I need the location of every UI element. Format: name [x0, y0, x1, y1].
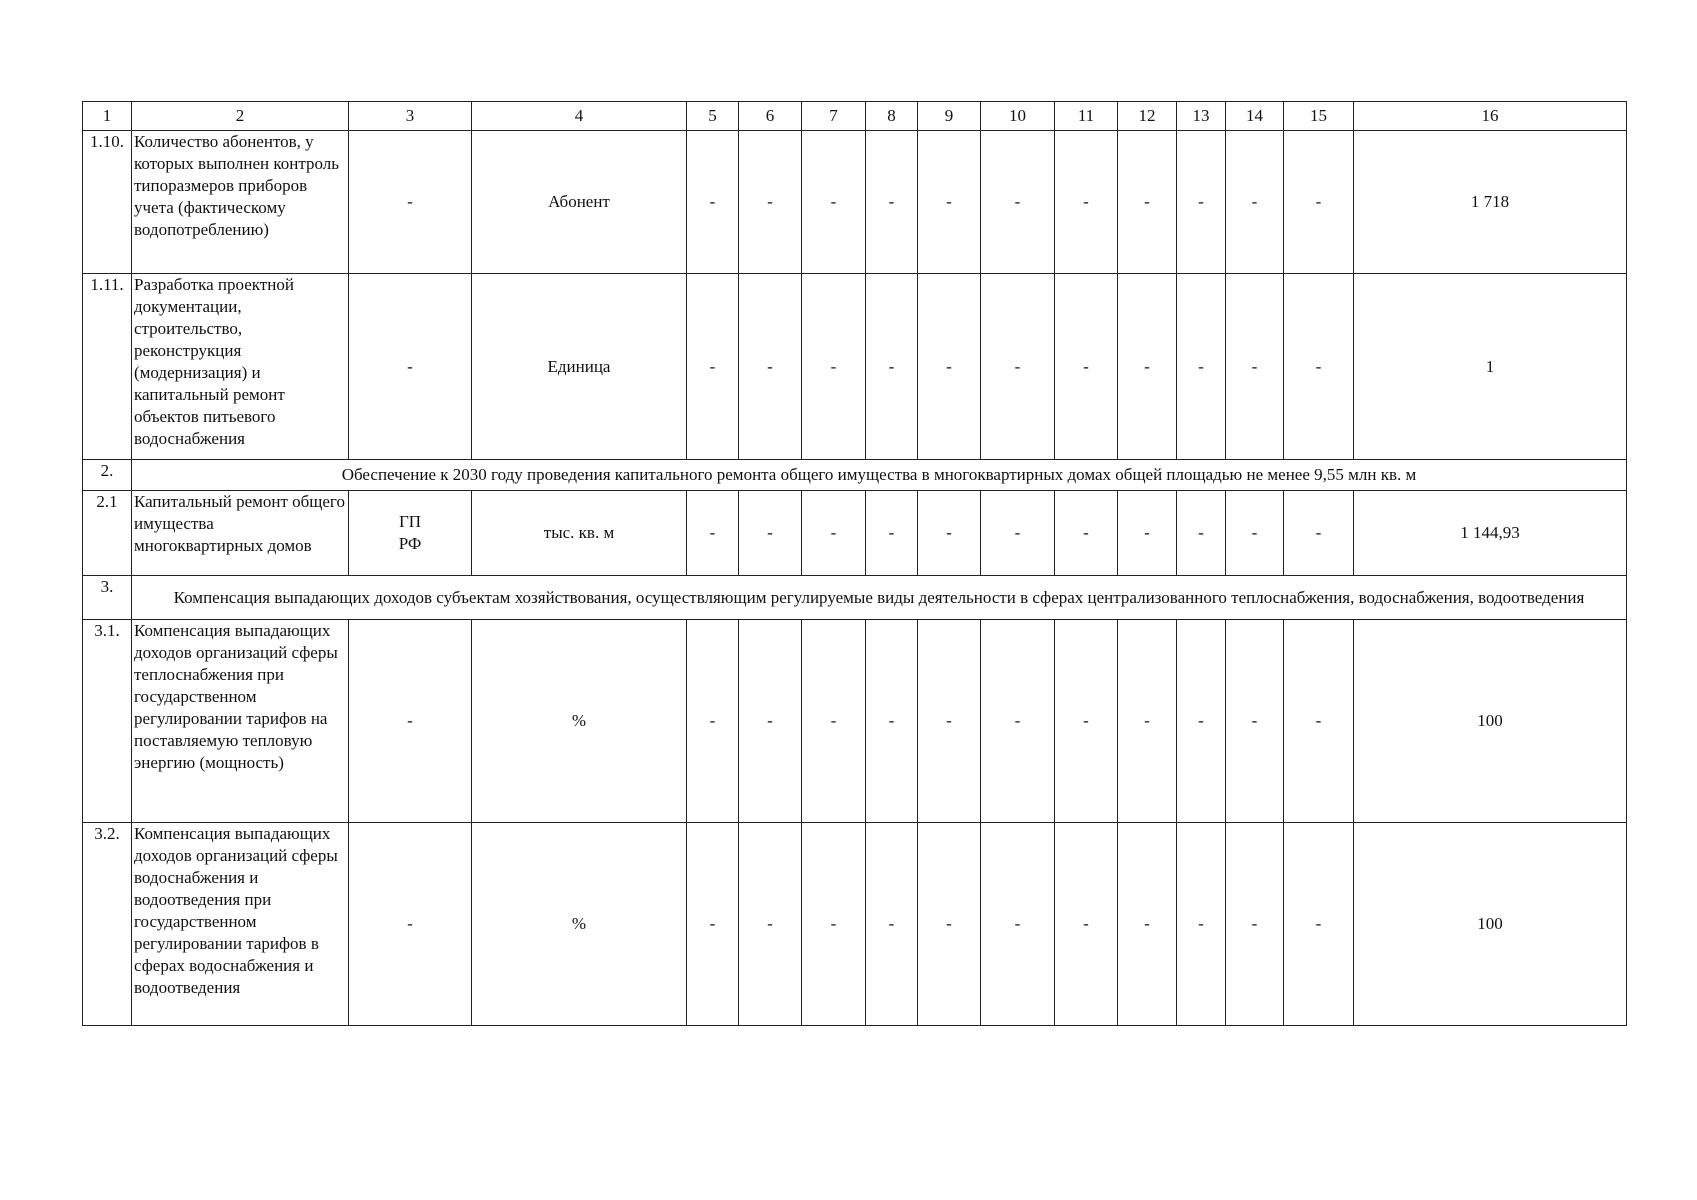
value-cell: - [1284, 620, 1354, 823]
table-row [83, 491, 1627, 576]
column-header-14: 14 [1226, 102, 1284, 131]
row-number: 1.10. [83, 131, 132, 274]
value-cell: - [1118, 823, 1177, 1026]
value-cell: - [866, 131, 918, 274]
value-cell: - [1284, 131, 1354, 274]
target-value: 1 [1354, 274, 1627, 460]
value-cell: - [981, 274, 1055, 460]
source-cell: - [349, 131, 472, 274]
value-cell: - [1284, 274, 1354, 460]
value-cell: - [918, 620, 981, 823]
value-cell: - [1177, 274, 1226, 460]
value-cell: - [1177, 620, 1226, 823]
value-cell: - [1226, 131, 1284, 274]
value-cell: - [1226, 274, 1284, 460]
unit-cell: Абонент [472, 131, 687, 274]
value-cell: - [802, 491, 866, 576]
value-cell: - [687, 620, 739, 823]
column-header-15: 15 [1284, 102, 1354, 131]
row-number: 3.2. [83, 823, 132, 1026]
column-header-10: 10 [981, 102, 1055, 131]
value-cell: - [1055, 823, 1118, 1026]
value-cell: - [1177, 491, 1226, 576]
target-value: 100 [1354, 620, 1627, 823]
column-header-6: 6 [739, 102, 802, 131]
column-header-2: 2 [132, 102, 349, 131]
column-header-16: 16 [1354, 102, 1627, 131]
unit-cell: тыс. кв. м [472, 491, 687, 576]
value-cell: - [1284, 823, 1354, 1026]
table-body [83, 102, 1627, 1026]
source-cell: - [349, 823, 472, 1026]
row-number: 1.11. [83, 274, 132, 460]
section-number: 2. [83, 460, 132, 491]
row-number: 3.1. [83, 620, 132, 823]
indicator-name: Капитальный ремонт общего имущества многоквартирных домов [132, 491, 349, 576]
value-cell: - [802, 620, 866, 823]
indicator-name: Компенсация выпадающих доходов организаций сферы водоснабжения и водоотведения при государственном регулировании тарифов в сферах водоснабжения и водоотведения [132, 823, 349, 1026]
value-cell: - [687, 823, 739, 1026]
value-cell: - [802, 823, 866, 1026]
section-row [83, 460, 1627, 491]
header-row [83, 102, 1627, 131]
target-value: 100 [1354, 823, 1627, 1026]
value-cell: - [1055, 620, 1118, 823]
value-cell: - [739, 131, 802, 274]
value-cell: - [802, 274, 866, 460]
value-cell: - [981, 131, 1055, 274]
section-number: 3. [83, 576, 132, 620]
unit-cell: % [472, 823, 687, 1026]
unit-cell: Единица [472, 274, 687, 460]
column-header-3: 3 [349, 102, 472, 131]
column-header-11: 11 [1055, 102, 1118, 131]
value-cell: - [687, 274, 739, 460]
value-cell: - [866, 620, 918, 823]
value-cell: - [1284, 491, 1354, 576]
value-cell: - [739, 620, 802, 823]
table-row [83, 620, 1627, 823]
value-cell: - [918, 491, 981, 576]
indicator-name: Компенсация выпадающих доходов организаций сферы теплоснабжения при государственном регулировании тарифов на поставляемую тепловую энергию (мощность) [132, 620, 349, 823]
value-cell: - [918, 131, 981, 274]
value-cell: - [1226, 823, 1284, 1026]
column-header-1: 1 [83, 102, 132, 131]
value-cell: - [1177, 131, 1226, 274]
value-cell: - [866, 274, 918, 460]
value-cell: - [1118, 620, 1177, 823]
section-row [83, 576, 1627, 620]
column-header-8: 8 [866, 102, 918, 131]
value-cell: - [739, 823, 802, 1026]
value-cell: - [1177, 823, 1226, 1026]
value-cell: - [802, 131, 866, 274]
target-value: 1 718 [1354, 131, 1627, 274]
source-cell: - [349, 274, 472, 460]
source-cell: ГП РФ [349, 491, 472, 576]
unit-cell: % [472, 620, 687, 823]
value-cell: - [1055, 274, 1118, 460]
value-cell: - [981, 823, 1055, 1026]
indicators-table [82, 101, 1627, 1026]
indicator-name: Количество абонентов, у которых выполнен контроль типоразмеров приборов учета (фактическому водопотреблению) [132, 131, 349, 274]
value-cell: - [687, 491, 739, 576]
source-cell: - [349, 620, 472, 823]
value-cell: - [1118, 131, 1177, 274]
value-cell: - [1118, 491, 1177, 576]
value-cell: - [1226, 491, 1284, 576]
value-cell: - [687, 131, 739, 274]
column-header-13: 13 [1177, 102, 1226, 131]
value-cell: - [1055, 131, 1118, 274]
value-cell: - [918, 274, 981, 460]
value-cell: - [1055, 491, 1118, 576]
column-header-9: 9 [918, 102, 981, 131]
value-cell: - [1226, 620, 1284, 823]
table-row [83, 823, 1627, 1026]
value-cell: - [981, 620, 1055, 823]
value-cell: - [1118, 274, 1177, 460]
section-title: Обеспечение к 2030 году проведения капитального ремонта общего имущества в многоквартирных домах общей площадью не менее 9,55 млн кв. м [132, 460, 1627, 491]
section-title: Компенсация выпадающих доходов субъектам хозяйствования, осуществляющим регулируемые виды деятельности в сферах централизованного теплоснабжения, водоснабжения, водоотведения [132, 576, 1627, 620]
row-number: 2.1 [83, 491, 132, 576]
value-cell: - [866, 823, 918, 1026]
table-row [83, 274, 1627, 460]
table-row [83, 131, 1627, 274]
column-header-5: 5 [687, 102, 739, 131]
target-value: 1 144,93 [1354, 491, 1627, 576]
value-cell: - [739, 274, 802, 460]
value-cell: - [981, 491, 1055, 576]
value-cell: - [918, 823, 981, 1026]
value-cell: - [739, 491, 802, 576]
column-header-4: 4 [472, 102, 687, 131]
indicator-name: Разработка проектной документации, строительство, реконструкция (модернизация) и капитальный ремонт объектов питьевого водоснабжения [132, 274, 349, 460]
column-header-12: 12 [1118, 102, 1177, 131]
column-header-7: 7 [802, 102, 866, 131]
value-cell: - [866, 491, 918, 576]
